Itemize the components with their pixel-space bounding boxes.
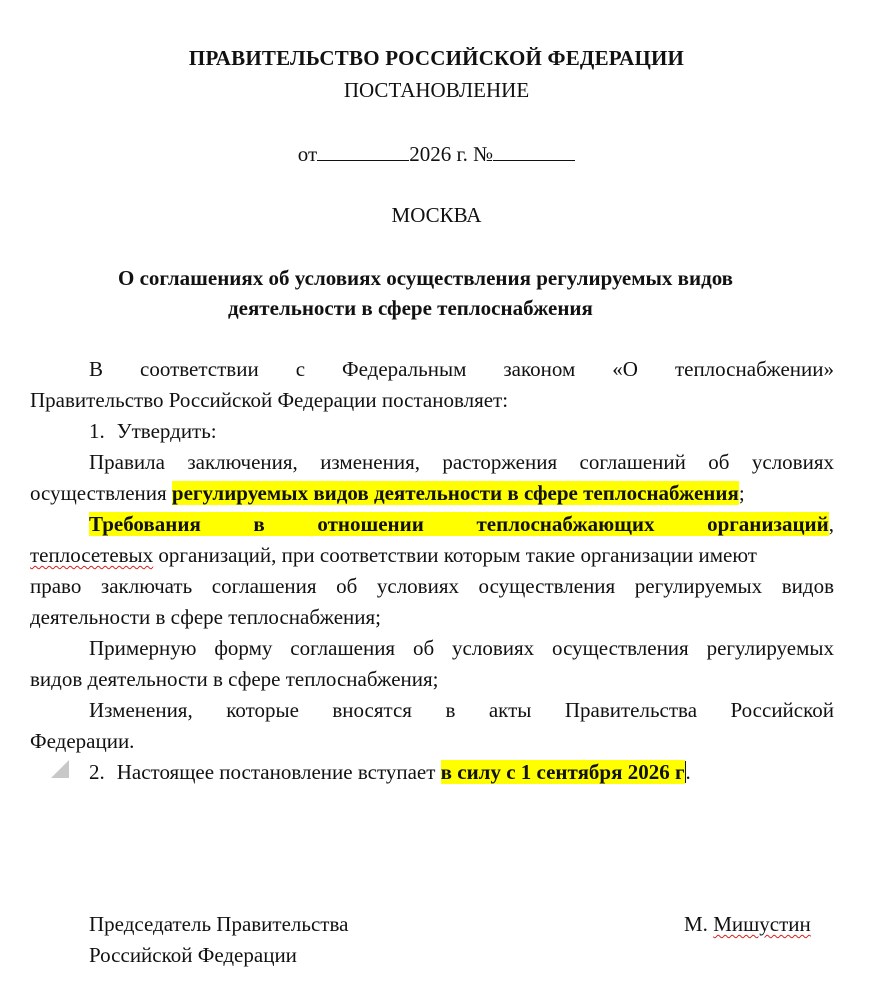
number-blank-field[interactable] xyxy=(493,142,575,161)
requirements-line3: право заключать соглашения об условиях осуществления регулируемых видов xyxy=(30,574,834,598)
government-heading: ПРАВИТЕЛЬСТВО РОССИЙСКОЙ ФЕДЕРАЦИИ xyxy=(188,46,685,70)
highlighted-text-requirements: Требования в отношении теплоснабжающих организаций xyxy=(89,512,829,536)
signature-position-line2: Российской Федерации xyxy=(89,943,297,967)
form-line2: видов деятельности в сфере теплоснабжения; xyxy=(30,667,439,691)
requirements-line1 xyxy=(89,509,834,539)
changes-line1: Изменения, которые вносятся в акты Правительства Российской xyxy=(89,698,834,722)
spellcheck-flagged-word[interactable]: теплосетевых xyxy=(30,543,154,567)
item-1-text: Утвердить: xyxy=(116,419,217,443)
signatory-surname[interactable]: Мишустин xyxy=(713,912,811,936)
item-2-text: Настоящее постановление вступает xyxy=(116,760,441,784)
document-title-line1: О соглашениях об условиях осуществления регулируемых видов xyxy=(118,266,734,290)
city: МОСКВА xyxy=(391,203,482,227)
changes-line2: Федерации. xyxy=(30,729,135,753)
date-number-line xyxy=(0,142,873,167)
list-level-marker-icon[interactable] xyxy=(51,760,69,778)
rules-line2-plain: осуществления xyxy=(30,481,172,505)
date-year: 2026 г. № xyxy=(409,142,494,166)
signatory-name xyxy=(684,909,811,939)
intro-paragraph-line2: Правительство Российской Федерации постановляет: xyxy=(30,388,509,412)
signature-position-line1: Председатель Правительства xyxy=(89,912,349,936)
requirements-line2 xyxy=(30,540,834,570)
date-blank-field[interactable] xyxy=(317,142,409,161)
item-2 xyxy=(89,757,873,787)
requirements-line1-end: , xyxy=(828,512,834,536)
date-prefix: от xyxy=(297,142,318,166)
form-line1: Примерную форму соглашения об условиях осуществления регулируемых xyxy=(89,636,834,660)
item-1-number: 1. xyxy=(89,419,105,443)
document-title-line2: деятельности в сфере теплоснабжения xyxy=(228,296,593,320)
item-1 xyxy=(89,416,873,446)
signatory-initial: М. xyxy=(684,912,714,936)
intro-paragraph-line1: В соответствии с Федеральным законом «О теплоснабжении» xyxy=(89,357,834,381)
highlighted-text-effective-date: в силу с 1 сентября 2026 г xyxy=(440,760,685,784)
highlighted-text-regulated-activities: регулируемых видов деятельности в сфере теплоснабжения xyxy=(171,481,739,505)
requirements-line2-rest: организаций, при соответствии которым такие организации имеют xyxy=(153,543,757,567)
requirements-line4: деятельности в сфере теплоснабжения; xyxy=(30,605,382,629)
item-2-end: . xyxy=(685,760,691,784)
document-type: ПОСТАНОВЛЕНИЕ xyxy=(343,78,530,102)
item-2-number: 2. xyxy=(89,760,105,784)
rules-line2 xyxy=(30,478,834,508)
rules-line1: Правила заключения, изменения, расторжения соглашений об условиях xyxy=(89,450,834,474)
rules-line2-end: ; xyxy=(738,481,745,505)
